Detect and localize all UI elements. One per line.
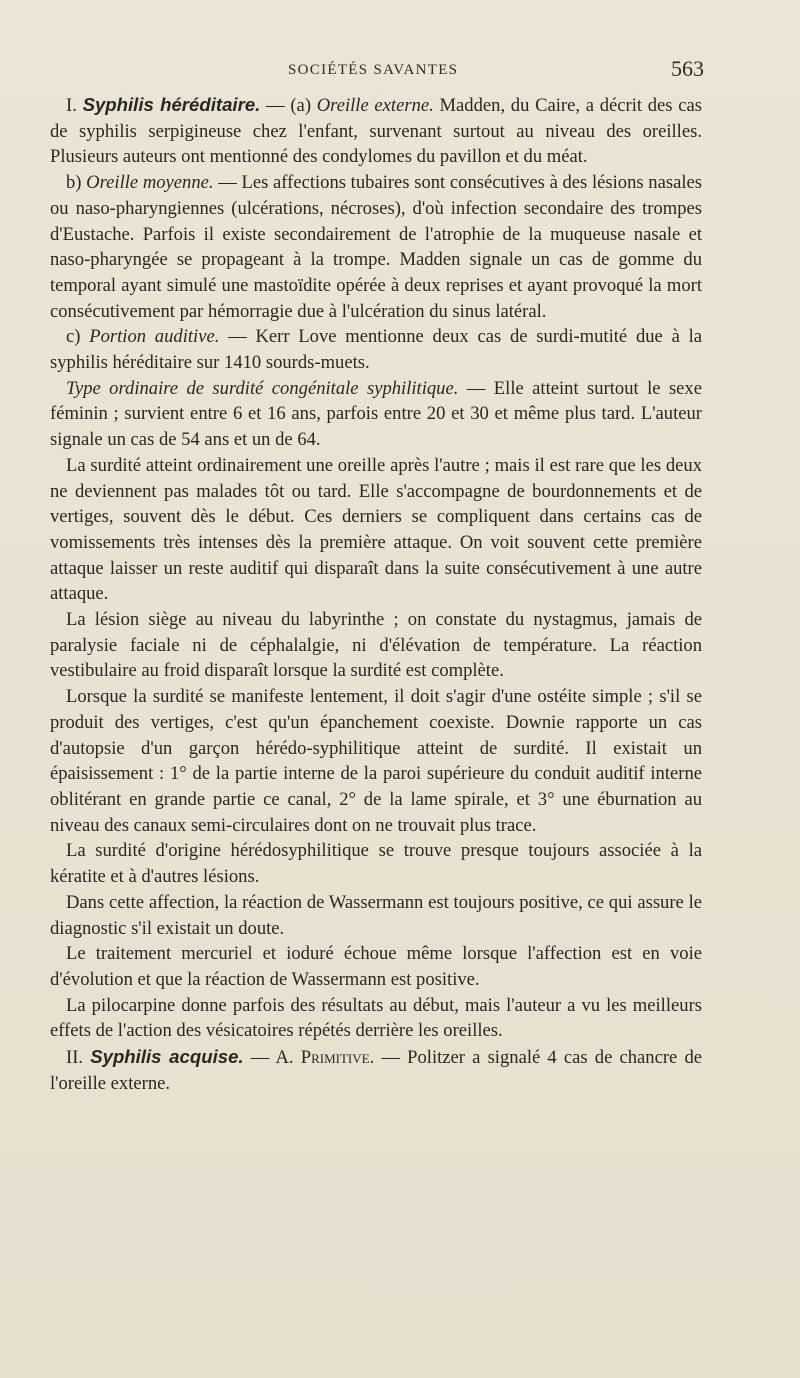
separator: — A. <box>243 1047 301 1069</box>
section-number: II. <box>66 1047 91 1069</box>
paragraph-middle-ear <box>50 170 702 324</box>
subsection-title: Oreille externe. <box>316 95 434 116</box>
paragraph-text: — Kerr Love mentionne deux cas de surdi-mutité due à la syphilis héréditaire sur 1410 sourds-muets. <box>50 326 703 374</box>
section-number: I. <box>66 95 83 116</box>
subsection-title: Oreille moyenne. <box>86 172 214 194</box>
paragraph-text: Madden, du Caire, a décrit des cas de syphilis serpigineuse chez l'enfant, survenant surtout au niveau des oreilles. Plusieurs auteurs ont mentionné des condylomes du pavillon et du méat. <box>50 95 702 168</box>
subsection-title: Primitive. <box>300 1047 375 1069</box>
paragraph-text-block: La lésion siège au niveau du labyrinthe ; on constate du nystagmus, jamais de paralysie faciale ni de céphalalgie, ni d'élévation de température. La réaction vestibulaire au froid disparaît lorsque la surdité est complète. <box>50 609 702 682</box>
page-number: 563 <box>671 56 704 81</box>
paragraph-text-block: Le traitement mercuriel et ioduré échoue même lorsque l'affection est en voie d'évolution et que la réaction de Wassermann est positive. <box>50 943 702 990</box>
paragraph-text: — Elle atteint surtout le sexe féminin ; survient entre 6 et 16 ans, parfois entre 20 et 30 et même plus tard. L'auteur signale un cas de 54 ans et un de 64. <box>50 377 702 451</box>
section-title: Syphilis acquise. <box>90 1046 244 1068</box>
paragraph-text-block: La pilocarpine donne parfois des résultats au début, mais l'auteur a vu les meilleurs effets de l'action des vésicatoires répétés derrière les oreilles. <box>50 994 702 1042</box>
subsection-title: Type ordinaire de surdité congénitale syphilitique. <box>66 377 459 399</box>
paragraph-text-block: Lorsque la surdité se manifeste lentement, il doit s'agir d'une ostéite simple ; s'il se produit des vertiges, c'est qu'un épanchement coexiste. Downie rapporte un cas d'autopsie d'un garçon hérédo-syphilitique atteint de surdité. Il existait un épaisissement : 1° de la partie interne de la paroi supérieure du conduit auditif interne oblitérant en grande partie ce canal, 2° de la lame spirale, et 3° une éburnation au niveau des canaux semi-circulaires dont on ne trouvait plus trace. <box>50 686 702 836</box>
subsection-letter: c) <box>66 326 90 348</box>
paragraph-text-block: Dans cette affection, la réaction de Wassermann est toujours positive, ce qui assure le diagnostic s'il existait un doute. <box>50 891 702 939</box>
running-head: SOCIÉTÉS SAVANTES <box>288 62 459 78</box>
page-header <box>48 56 704 90</box>
paragraph-text-block: La surdité d'origine hérédosyphilitique se trouve presque toujours associée à la kératite et à d'autres lésions. <box>50 840 702 888</box>
paragraph-hereditary-external-ear <box>50 92 702 170</box>
subsection-letter: b) <box>66 172 87 194</box>
paragraph-acquired-syphilis <box>50 1044 702 1096</box>
paragraph-text-block: La surdité atteint ordinairement une oreille après l'autre ; mais il est rare que les deux ne deviennent pas malades tôt ou tard. Elle s'accompagne de bourdonnements et de vertiges, souvent dès le début. Ces derniers se compliquent dans certains cas de vomissements très intenses dès la première attaque. On voit souvent cette première attaque laisser un reste auditif qui disparaît dans la suite consécutivement à une autre attaque. <box>50 454 702 605</box>
section-title: Syphilis héréditaire. <box>82 94 261 115</box>
paragraph-text: — Les affections tubaires sont consécutives à des lésions nasales ou naso-pharyngiennes (ulcérations, nécroses), d'où infection secondaire des trompes d'Eustache. Parfois il existe secondairement de l'atrophie de la muqueuse nasale et naso-pharyngée se propageant à la trompe. Madden signale un cas de gomme du temporal ayant simulé une mastoïdite opérée à deux reprises et ayant provoqué la mort consécutivement par hémorragie due à l'ulcération du sinus latéral. <box>50 172 702 322</box>
separator: — (a) <box>260 95 317 116</box>
paragraph-text: — Politzer a signalé 4 cas de chancre de l'oreille externe. <box>50 1047 703 1094</box>
article-body <box>50 92 702 1096</box>
paragraph-ordinary-type <box>50 376 702 453</box>
paragraph-auditory-portion <box>50 324 702 375</box>
subsection-title: Portion auditive. <box>89 326 220 348</box>
